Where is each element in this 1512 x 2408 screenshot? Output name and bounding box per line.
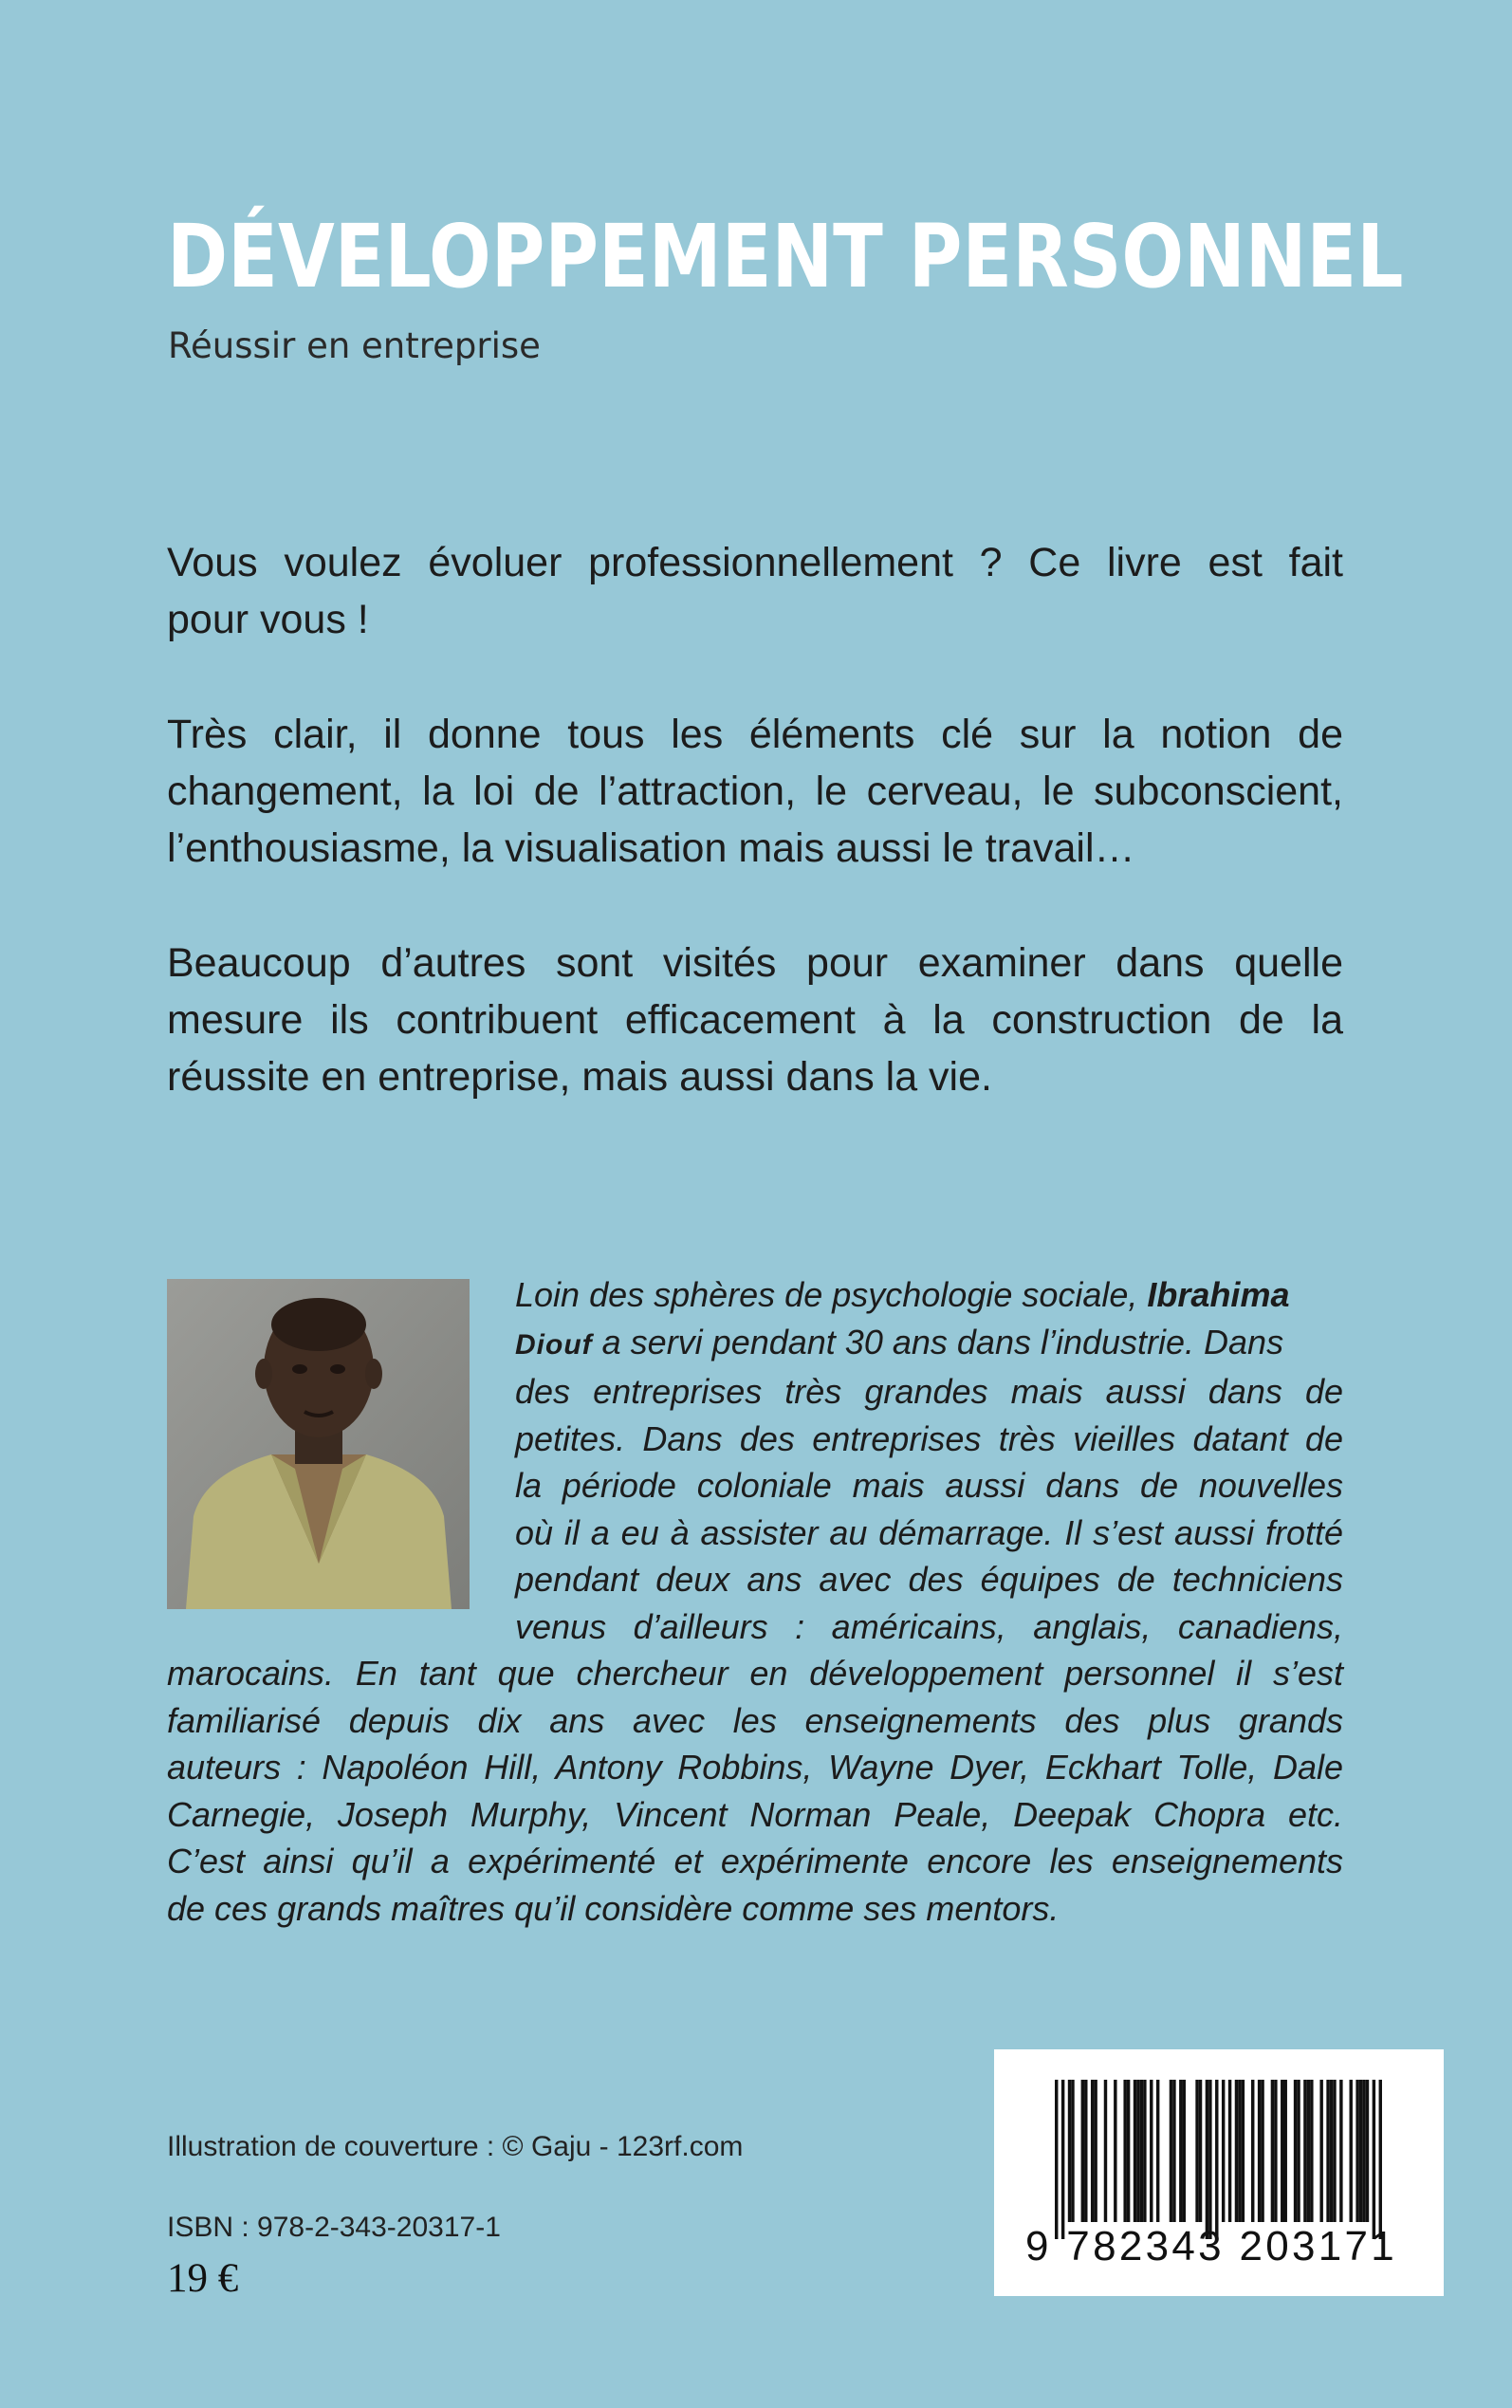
barcode-bar xyxy=(1183,2080,1186,2222)
barcode-bar xyxy=(1136,2080,1139,2222)
barcode-bar xyxy=(1061,2080,1064,2239)
barcode-bar xyxy=(1258,2080,1261,2222)
barcode-bar xyxy=(1303,2080,1306,2222)
barcode-bar xyxy=(1215,2080,1218,2239)
barcode-bar xyxy=(1379,2080,1382,2239)
bio-text: Loin des sphères de psychologie sociale, xyxy=(515,1275,1148,1314)
bio-line: auteurs : Napoléon Hill, Antony Robbins, Wayne Dyer, Eckhart Tolle, Dale xyxy=(167,1748,1343,1787)
barcode-bar xyxy=(1271,2080,1274,2222)
book-subtitle: Réussir en entreprise xyxy=(168,325,541,366)
barcode-bar xyxy=(1206,2080,1208,2239)
barcode-bar xyxy=(1359,2080,1362,2222)
price: 19 € xyxy=(167,2256,239,2301)
barcode-bar xyxy=(1170,2080,1172,2222)
blurb-line: Très clair, il donne tous les éléments clé sur la notion de xyxy=(167,712,1343,757)
blurb-line: l’enthousiasme, la visualisation mais aussi le travail… xyxy=(167,825,1135,871)
barcode-bar xyxy=(1081,2080,1084,2222)
barcode-bar xyxy=(1261,2080,1263,2222)
barcode-bar xyxy=(1307,2080,1310,2222)
bio-line: des entreprises très grandes mais aussi dans de xyxy=(515,1372,1343,1411)
bio-line: où il a eu à assister au démarrage. Il s’est aussi frotté xyxy=(515,1512,1343,1552)
book-title: DÉVELOPPEMENT PERSONNEL xyxy=(167,206,1404,307)
barcode-digits: 9 782343 203171 xyxy=(1025,2223,1398,2269)
bio-line xyxy=(167,1319,1343,1369)
blurb-line: pour vous ! xyxy=(167,597,369,642)
bio-line: marocains. En tant que chercheur en développement personnel il s’est xyxy=(167,1654,1343,1693)
bio-line: venus d’ailleurs : américains, anglais, canadiens, xyxy=(515,1606,1343,1646)
author-first-name: Ibrahima xyxy=(1147,1275,1290,1314)
barcode-bar xyxy=(1134,2080,1136,2222)
barcode-bar xyxy=(1366,2080,1369,2222)
barcode-bar xyxy=(1127,2080,1130,2222)
barcode-bar xyxy=(1140,2080,1143,2222)
bio-line: petites. Dans des entreprises très vieilles datant de xyxy=(515,1418,1343,1458)
barcode-bar xyxy=(1350,2080,1353,2222)
author-bio xyxy=(167,1271,1343,1932)
barcode-bar xyxy=(1242,2080,1245,2222)
blurb-line: changement, la loi de l’attraction, le cerveau, le subconscient, xyxy=(167,769,1343,814)
bio-line: Carnegie, Joseph Murphy, Vincent Norman Peale, Deepak Chopra etc. xyxy=(167,1794,1343,1834)
barcode-bar xyxy=(1274,2080,1277,2222)
blurb-paragraph-2 xyxy=(167,706,1343,877)
barcode-bar xyxy=(1091,2080,1094,2222)
barcode-bar xyxy=(1172,2080,1175,2222)
barcode-bar xyxy=(1150,2080,1152,2222)
barcode-bar xyxy=(1055,2080,1058,2239)
barcode-bar xyxy=(1238,2080,1241,2222)
blurb-paragraph-1 xyxy=(167,534,1343,648)
barcode-bar xyxy=(1326,2080,1329,2222)
blurb-paragraph-3 xyxy=(167,935,1343,1105)
barcode-bar xyxy=(1222,2080,1225,2222)
barcode-bar xyxy=(1235,2080,1238,2222)
barcode-bar xyxy=(1333,2080,1336,2222)
barcode-bar xyxy=(1319,2080,1322,2222)
bio-line xyxy=(167,1271,1343,1319)
barcode-bar xyxy=(1208,2080,1211,2239)
barcode-bar xyxy=(1228,2080,1231,2222)
bio-line: pendant deux ans avec des équipes de techniciens xyxy=(515,1560,1343,1599)
barcode-bar xyxy=(1068,2080,1071,2222)
barcode-bar xyxy=(1294,2080,1297,2222)
blurb-line: réussite en entreprise, mais aussi dans la vie. xyxy=(167,1054,992,1100)
bio-line: la période coloniale mais aussi dans de nouvelles xyxy=(515,1466,1343,1505)
barcode-bar xyxy=(1123,2080,1126,2222)
bio-line: de ces grands maîtres qu’il considère comme ses mentors. xyxy=(167,1888,1060,1928)
barcode-bar xyxy=(1071,2080,1074,2222)
barcode-bar xyxy=(1281,2080,1283,2222)
bio-line: familiarisé depuis dix ans avec les enseignements des plus grands xyxy=(167,1700,1343,1740)
barcode-bar xyxy=(1362,2080,1365,2222)
author-last-name: Diouf xyxy=(515,1328,593,1361)
barcode-bar xyxy=(1297,2080,1300,2222)
barcode-bar xyxy=(1251,2080,1254,2222)
blurb-line: mesure ils contribuent efficacement à la construction de la xyxy=(167,997,1343,1043)
bio-text: a servi pendant 30 ans dans l’industrie. Dans xyxy=(592,1322,1284,1361)
barcode-bar xyxy=(1339,2080,1342,2222)
bio-line: C’est ainsi qu’il a expérimenté et expérimente encore les enseignements xyxy=(167,1842,1343,1880)
barcode-bar xyxy=(1156,2080,1159,2222)
barcode-bar xyxy=(1084,2080,1087,2222)
barcode-bar xyxy=(1355,2080,1358,2222)
barcode-bar xyxy=(1104,2080,1107,2222)
barcode-bar xyxy=(1284,2080,1287,2222)
barcode-bar xyxy=(1195,2080,1198,2222)
barcode-bar xyxy=(1199,2080,1202,2222)
barcode-bar xyxy=(1310,2080,1313,2222)
blurb-line: Vous voulez évoluer professionnellement ? Ce livre est fait xyxy=(167,540,1343,585)
blurb-line: Beaucoup d’autres sont visités pour examiner dans quelle xyxy=(167,940,1343,986)
barcode-bar xyxy=(1330,2080,1333,2222)
barcode-bar xyxy=(1373,2080,1375,2239)
barcode-bar xyxy=(1094,2080,1097,2222)
barcode-bar xyxy=(1179,2080,1182,2222)
barcode-bar xyxy=(1143,2080,1146,2222)
cover-credit: Illustration de couverture : © Gaju - 123rf.com xyxy=(167,2131,744,2162)
barcode-bar xyxy=(1114,2080,1116,2222)
isbn: ISBN : 978-2-343-20317-1 xyxy=(167,2212,501,2243)
